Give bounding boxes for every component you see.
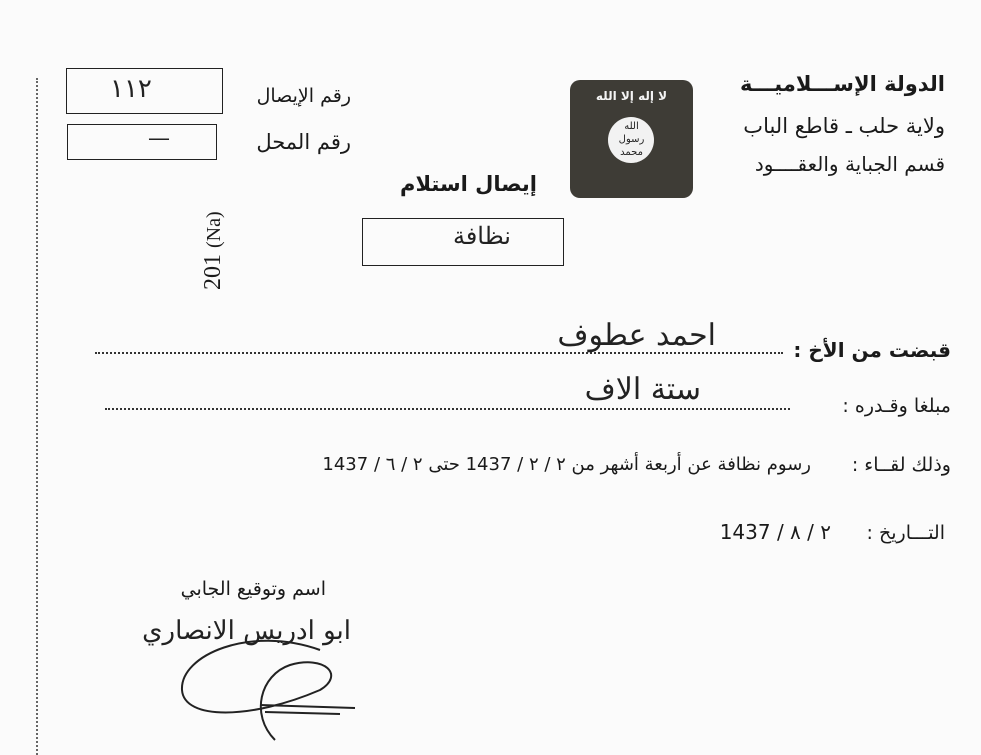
date-label: التـــاريخ :: [866, 522, 945, 544]
receipt-number-value: ١١٢: [110, 74, 152, 104]
receipt-number-label: رقم الإيصال: [256, 85, 351, 107]
emblem-seal-line-2: رسول: [618, 134, 645, 145]
for-text: رسوم نظافة عن أربعة أشهر من ٢ / ٢ / 1437 حتى ٢ / ٦ / 1437: [322, 454, 811, 475]
amount-value: ستة الاف: [584, 372, 701, 407]
black-flag-emblem-icon: [570, 80, 693, 198]
for-label: وذلك لقــاء :: [851, 454, 951, 476]
amount-label: مبلغا وقـدره :: [842, 395, 951, 417]
signature-label: اسم وتوقيع الجابي: [180, 578, 326, 600]
header-province: ولاية حلب ـ قاطع الباب: [743, 114, 945, 138]
received-from-value: احمد عطوف: [557, 318, 716, 353]
receipt-serial-number: 201: [200, 254, 226, 290]
received-from-label: قبضت من الأخ :: [793, 338, 951, 362]
receipt-type-value: نظافة: [452, 222, 511, 250]
receipt-title: إيصال استلام: [400, 172, 537, 196]
emblem-seal-line-3: محمد: [620, 147, 643, 158]
shop-number-value: —: [148, 126, 170, 151]
header-state-name: الدولة الإســـلاميـــة: [739, 72, 945, 96]
signature-name: ابو ادريس الانصاري: [142, 616, 351, 646]
emblem-seal-line-1: الله: [624, 121, 639, 132]
shop-number-label: رقم المحل: [256, 130, 351, 154]
header-department: قسم الجباية والعقــــود: [754, 152, 945, 176]
perforation-line: [36, 78, 38, 755]
receipt-serial-suffix: (Na): [203, 211, 225, 248]
emblem-top-text: لا إله إلا الله: [595, 89, 668, 103]
amount-dotted-line: [105, 408, 790, 410]
receipt-serial: [200, 211, 227, 290]
shop-number-box: [67, 124, 217, 160]
signature-scribble: [170, 630, 370, 755]
date-value: ٢ / ٨ / 1437: [719, 520, 831, 544]
